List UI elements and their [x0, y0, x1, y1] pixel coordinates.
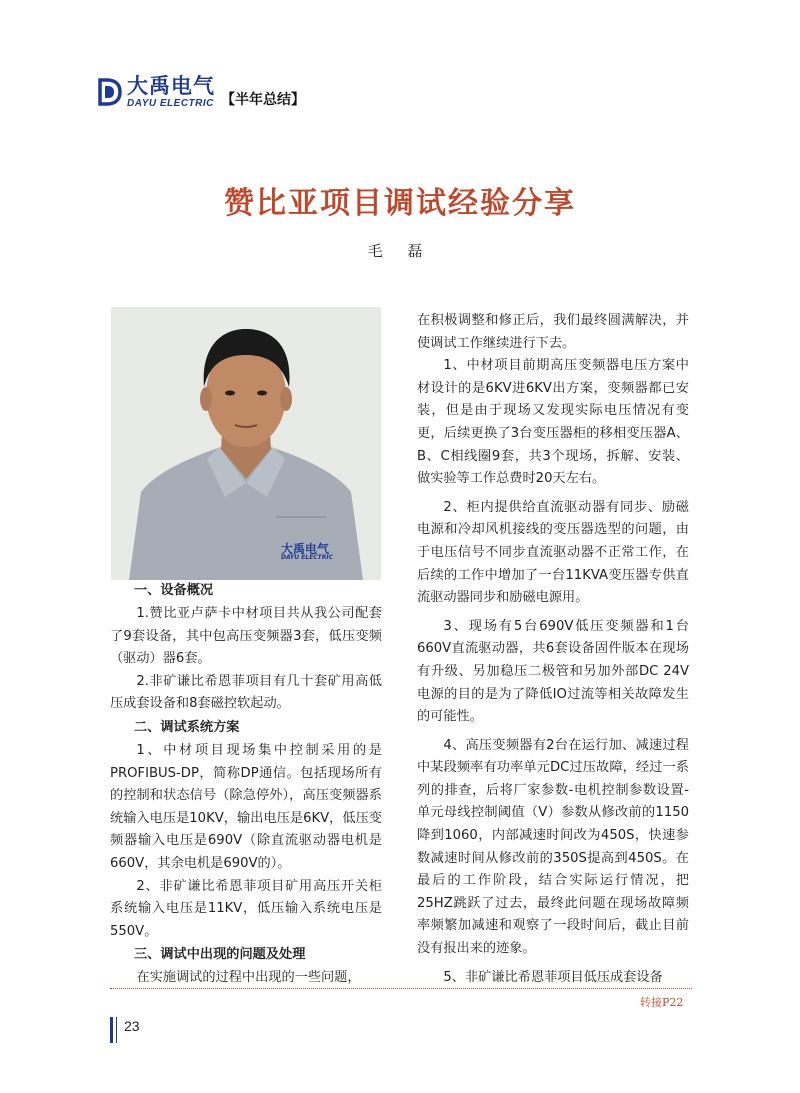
- paragraph: 1、中材项目前期高压变频器电压方案中材设计的是6KV进6KV出方案，变频器都已安装，但是由于现场又发现实际电压情况有变更，后续更换了3台变压器柜的移相变压器A、B、C相线圈9套，共3个现场，拆解、安装、做实验等工作总费时20天左右。: [417, 358, 689, 487]
- paragraph: 4、高压变频器有2台在运行加、减速过程中某段频率有功率单元DC过压故障，经过一系列的排查，后将厂家参数-电机控制参数设置-单元母线控制阈值（V）参数从修改前的1150降到1060，内部减速时间改为450S，快速参数减速时间从修改前的350S提高到450S。在最后的工作阶段，结合实际运行情况，把25HZ跳跃了过去，最终此问题在现场故障频率频繁加减速和观察了一段时间后，截止目前没有报出来的迹象。: [417, 737, 689, 957]
- article-author: 毛 磊: [367, 242, 433, 260]
- paragraph: 在积极调整和修正后，我们最终圆满解决，并使调试工作继续进行下去。: [417, 313, 689, 351]
- logo-english-text: DAYU ELECTRIC: [127, 97, 214, 109]
- left-column: [110, 579, 382, 990]
- page-number: 23: [124, 1018, 140, 1034]
- paragraph: 3、现场有5台690V低压变频器和1台660V直流驱动器，共6套设备固件版本在现场有升级、另加稳压二极管和另加外部DC 24V电源的目的是为了降低IO过流等相关故障发生的可能性。: [417, 618, 689, 725]
- paragraph: 2、柜内提供给直流驱动器有同步、励磁电源和冷却风机接线的变压器选型的问题，由于电压信号不同步直流驱动器不正常工作，在后续的工作中增加了一台11KVA变压器专供直流驱动器同步和励磁电源用。: [417, 499, 689, 606]
- page-bar-accent-thin: [116, 1017, 117, 1043]
- paragraph: 2.非矿谦比希恩菲项目有几十套矿用高低压成套设备和8套磁控软起动。: [110, 673, 382, 712]
- author-photo: [111, 307, 381, 580]
- header-logo: [97, 74, 305, 110]
- paragraph: 1.赞比亚卢萨卡中材项目共从我公司配套了9套设备，其中包高压变频器3套，低压变频（驱动）器6套。: [110, 606, 382, 667]
- page-bar-accent: [110, 1017, 113, 1043]
- logo-chinese-text: 大禹电气: [127, 73, 215, 98]
- right-column: [417, 310, 689, 989]
- heading-problems: 三、调试中出现的问题及处理: [134, 947, 306, 963]
- heading-debug-scheme: 二、调试系统方案: [134, 719, 240, 735]
- shirt-logo-en: DAYU ELECTRIC: [281, 554, 334, 561]
- paragraph: 1、中材项目现场集中控制采用的是PROFIBUS-DP，简称DP通信。包括现场所有的控制和状态信号（除急停外），高压变频器系统输入电压是10KV，输出电压是6KV，低压变频器输入电压是690V（除直流驱动器电机是660V，其余电机是690V的）。: [110, 742, 382, 871]
- footer-divider: [110, 988, 692, 989]
- shirt-logo: [281, 543, 333, 561]
- paragraph: 在实施调试的过程中出现的一些问题，: [136, 970, 361, 986]
- continued-on-label: 转接P22: [640, 996, 684, 1009]
- section-tag: 【半年总结】: [221, 92, 305, 108]
- dayu-logo-mark-icon: [97, 76, 123, 108]
- heading-equipment-overview: 一、设备概况: [134, 583, 214, 598]
- paragraph: 5、非矿谦比希恩菲项目低压成套设备: [443, 969, 663, 985]
- shirt-logo-cn: 大禹电气: [281, 542, 330, 556]
- article-title: 赞比亚项目调试经验分享: [224, 186, 576, 221]
- paragraph: 2、非矿谦比希恩菲项目矿用高压开关柜系统输入电压是11KV，低压输入系统电压是550V。: [110, 878, 382, 939]
